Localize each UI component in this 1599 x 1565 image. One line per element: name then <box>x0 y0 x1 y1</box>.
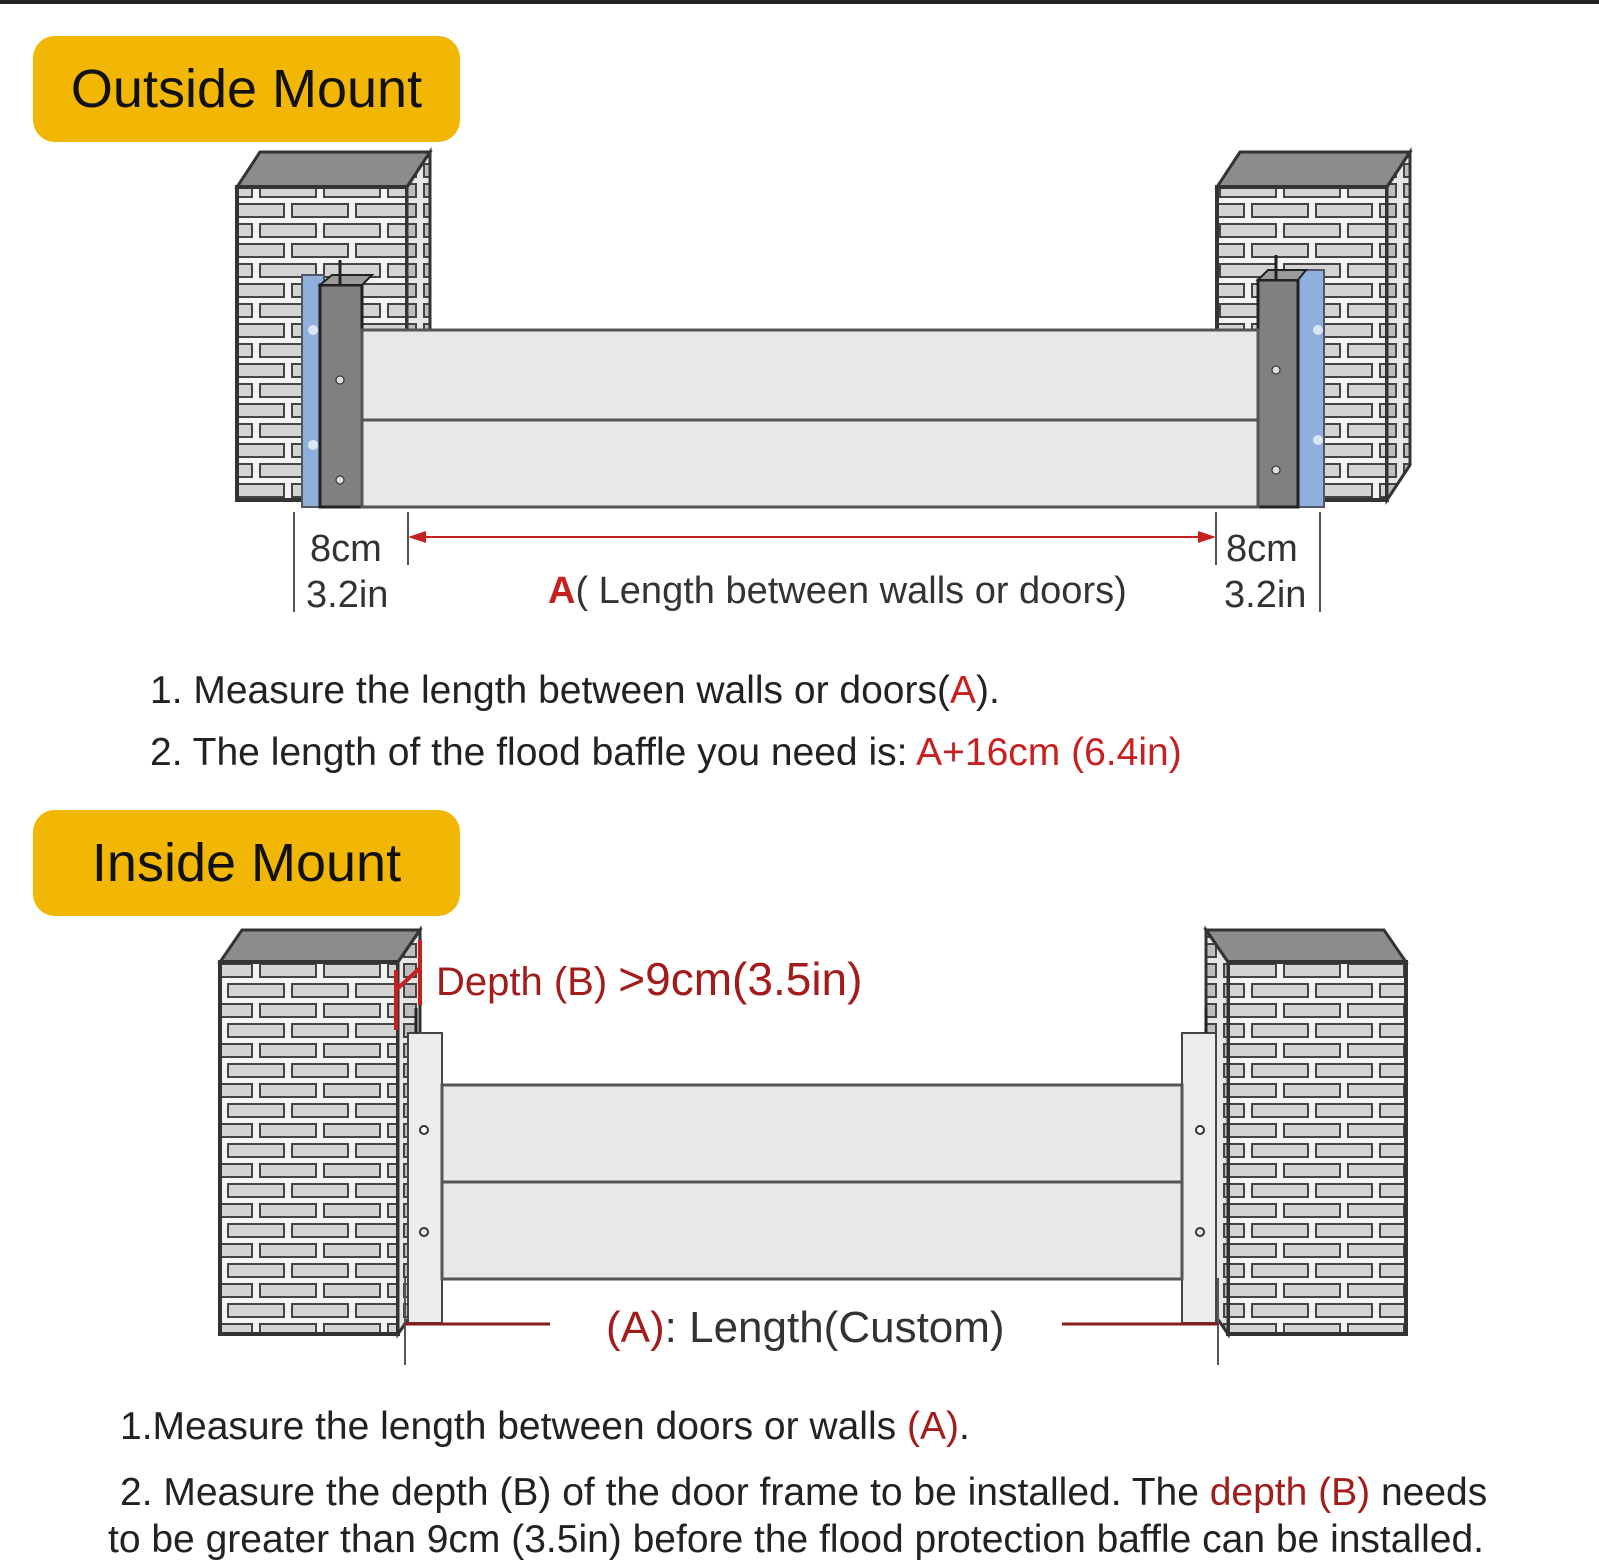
depth-b-value: >9cm(3.5in) <box>618 953 863 1005</box>
left-width-cm: 8cm <box>310 528 382 570</box>
outside-step-1-highlight: A <box>949 669 976 712</box>
flood-baffle-panels <box>362 330 1258 507</box>
inside-step-2-highlight: depth (B) <box>1209 1471 1371 1514</box>
right-width-in: 3.2in <box>1224 574 1307 616</box>
inside-step-1-text: 1.Measure the length between doors or walls <box>120 1405 907 1448</box>
inside-baffle-panels <box>442 1085 1182 1279</box>
outside-step-1 <box>150 668 1000 715</box>
inside-step-2-end: needs <box>1370 1471 1488 1514</box>
left-width-in: 3.2in <box>306 574 389 616</box>
inside-step-1-highlight: (A) <box>906 1405 959 1448</box>
outside-mount-diagram <box>0 140 1599 620</box>
outside-step-2-text: 2. The length of the flood baffle you need is: <box>150 731 917 774</box>
length-a-description: ( Length between walls or doors) <box>575 570 1127 612</box>
inside-length-label <box>606 1303 1005 1352</box>
right-width-cm: 8cm <box>1226 528 1298 570</box>
outside-step-1-text: 1. Measure the length between walls or doors( <box>150 669 950 712</box>
inside-step-1 <box>120 1404 970 1451</box>
top-border-line <box>0 0 1599 4</box>
inside-step-2-line-2: to be greater than 9cm (3.5in) before the flood protection baffle can be installed. <box>108 1518 1484 1561</box>
outside-step-2 <box>150 730 1182 777</box>
inside-step-2-text: 2. Measure the depth (B) of the door frame to be installed. The <box>120 1471 1210 1514</box>
inside-step-1-end: . <box>958 1405 970 1448</box>
right-mount-bracket <box>1258 255 1324 507</box>
length-a-label <box>548 572 1127 610</box>
depth-b-text: Depth (B) <box>436 960 608 1004</box>
outside-mount-title: Outside Mount <box>33 36 460 142</box>
left-inside-post <box>408 1008 442 1323</box>
inside-mount-title: Inside Mount <box>33 810 460 916</box>
depth-b-label <box>436 953 863 1005</box>
inside-length-a: (A) <box>606 1303 665 1352</box>
length-a-letter: A <box>548 570 576 612</box>
right-inside-pillar <box>1206 930 1406 1334</box>
outside-step-1-end: ). <box>975 669 1000 712</box>
outside-step-2-highlight: A+16cm (6.4in) <box>916 731 1182 774</box>
inside-length-text: : Length(Custom) <box>664 1303 1005 1352</box>
inside-step-2 <box>120 1470 1487 1517</box>
right-inside-post <box>1182 1008 1216 1323</box>
left-inside-pillar <box>220 930 420 1334</box>
